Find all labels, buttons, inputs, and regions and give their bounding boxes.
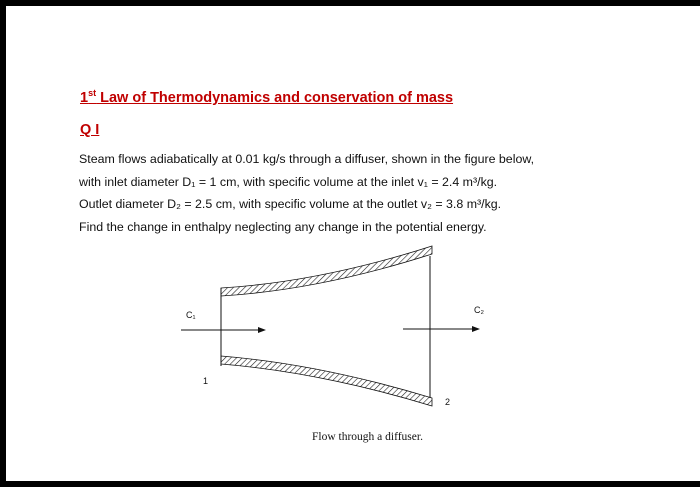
outlet-section-label: 2 (445, 397, 451, 407)
problem-line-1: Steam flows adiabatically at 0.01 kg/s through a diffuser, shown in the figure below, (79, 152, 535, 166)
outlet-velocity-label: C₂ (474, 305, 484, 315)
inlet-section-label: 1 (203, 376, 209, 386)
heading-text: Law of Thermodynamics and conservation of mass (96, 89, 454, 106)
problem-line-4: Find the change in enthalpy neglecting any change in the potential energy. (79, 219, 487, 234)
lower-wall (221, 356, 432, 406)
heading-number: 1 (80, 89, 89, 106)
problem-line-3: Outlet diameter D₂ = 2.5 cm, with specific volume at the outlet v₂ = 3.8 m³/kg. (79, 197, 502, 211)
outlet-arrow-head (472, 326, 480, 332)
inlet-velocity-label: C₁ (186, 310, 196, 320)
problem-line-2: with inlet diameter D₁ = 1 cm, with specific volume at the inlet v₁ = 2.4 m³/kg. (79, 174, 498, 189)
figure-caption: Flow through a diffuser. (312, 431, 423, 443)
upper-wall (221, 246, 432, 296)
inlet-arrow-head (258, 327, 266, 333)
heading-ordinal-suffix: st (88, 88, 97, 98)
question-label: Q I (80, 122, 100, 138)
